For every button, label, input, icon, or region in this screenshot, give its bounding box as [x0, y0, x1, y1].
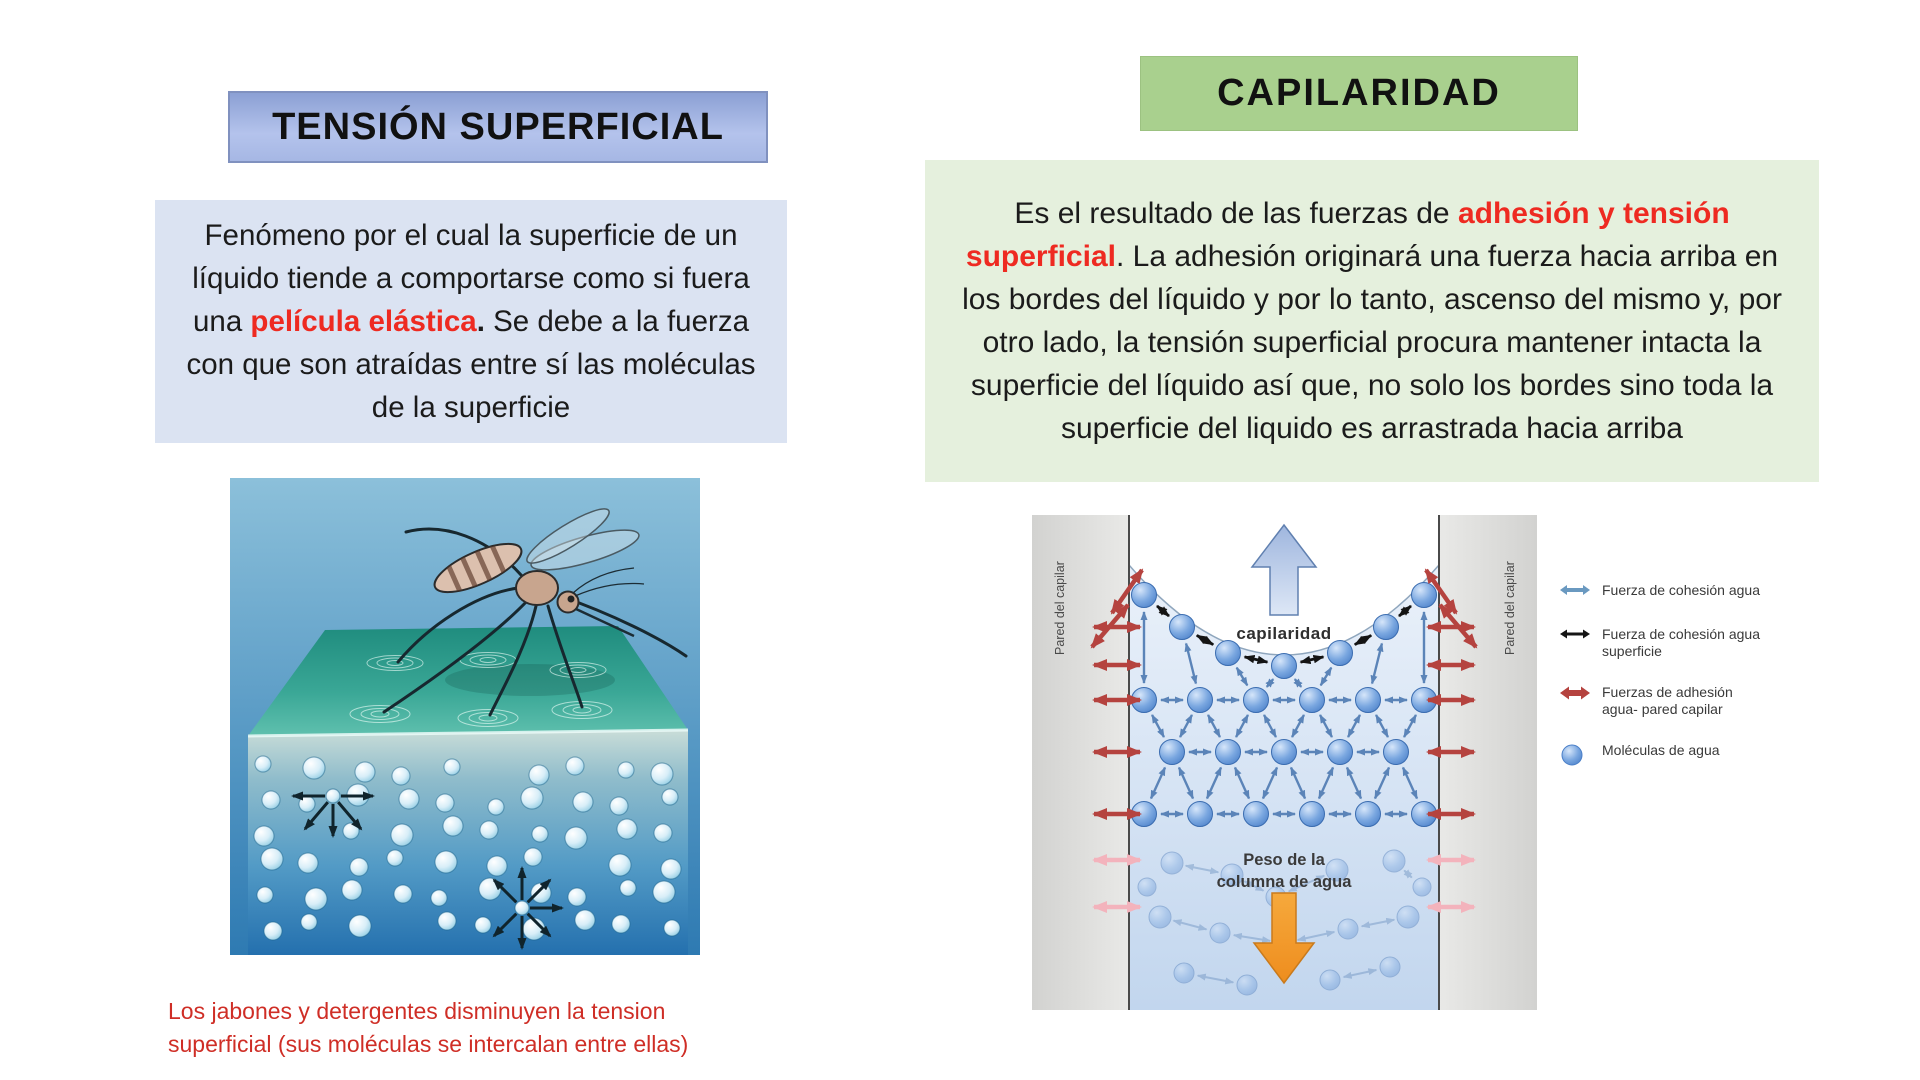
capillary-wall-label-right: Pared del capilar — [1503, 561, 1517, 655]
surface-tension-text-part2: . — [476, 305, 494, 338]
cohesion-water-arrow-icon — [1560, 582, 1592, 602]
legend-item-water-molecule — [1560, 742, 1810, 772]
adhesion-wall-arrow-icon — [1560, 684, 1592, 706]
legend-item-cohesion-surface — [1560, 626, 1810, 660]
capillarity-description — [925, 160, 1819, 482]
capillarity-header — [1140, 56, 1578, 131]
cohesion-surface-arrow-icon — [1560, 626, 1592, 646]
mosquito-head — [558, 592, 579, 613]
surface-tension-header — [228, 91, 768, 163]
surface-tension-title: TENSIÓN SUPERFICIAL — [272, 105, 724, 148]
mosquito-eye — [568, 596, 575, 603]
capillary-wall-left — [1032, 515, 1129, 1010]
legend-label: Fuerza de cohesión agua — [1602, 582, 1760, 598]
legend-item-cohesion-water — [1560, 582, 1810, 602]
legend-item-adhesion-wall — [1560, 684, 1810, 718]
legend-label: Moléculas de agua — [1602, 742, 1720, 759]
legend-label: Fuerza de cohesión agua superficie — [1602, 626, 1760, 660]
surface-tension-text-part3: Se debe a la fuerza con que son atraídas entre sí las moléculas de la superficie — [186, 305, 756, 424]
surface-tension-text-part1: Fenómeno por el cual la superficie de un líquido tiende a comportarse como si fuera una — [192, 219, 750, 338]
soap-caption-line1: Los jabones y detergentes disminuyen la tension — [168, 998, 666, 1024]
surface-tension-text — [171, 214, 771, 429]
capillarity-arrow-label: capilaridad — [1236, 624, 1332, 643]
soap-detergent-caption — [168, 995, 808, 1061]
surface-tension-description — [155, 200, 787, 443]
capillarity-highlight: adhesión y tensión superficial — [965, 197, 1730, 273]
capillarity-legend — [1560, 582, 1810, 772]
soap-caption-line2: superficial (sus moléculas se intercalan entre ellas) — [168, 1031, 689, 1057]
mosquito-surface-tension-figure — [230, 478, 700, 955]
weight-label-line1: Peso de la — [1243, 851, 1325, 869]
capillarity-text-part1: Es el resultado de las fuerzas de — [1014, 197, 1458, 230]
mosquito-thorax — [516, 571, 558, 605]
capillary-wall-right — [1439, 515, 1537, 1010]
capillarity-diagram — [1032, 515, 1537, 1010]
capillarity-title: CAPILARIDAD — [1217, 72, 1501, 114]
capillary-wall-label-left: Pared del capilar — [1053, 561, 1067, 655]
mosquito-shadow — [445, 664, 615, 696]
legend-label: Fuerzas de adhesión agua- pared capilar — [1602, 684, 1733, 718]
surface-tension-highlight: película elástica — [250, 305, 477, 338]
water-molecule-icon — [1560, 742, 1592, 772]
capillarity-text — [955, 192, 1789, 450]
capillarity-text-part2: . La adhesión originará una fuerza hacia arriba en los bordes del líquido y por lo tanto, ascenso del mismo y, por otro lado, la tensión superficial procura mantener intacta la superficie del líquido así que, no solo los bordes sino toda la superficie del liquido es arrastrada hacia arriba — [962, 240, 1782, 445]
weight-label-line2: columna de agua — [1216, 873, 1352, 891]
